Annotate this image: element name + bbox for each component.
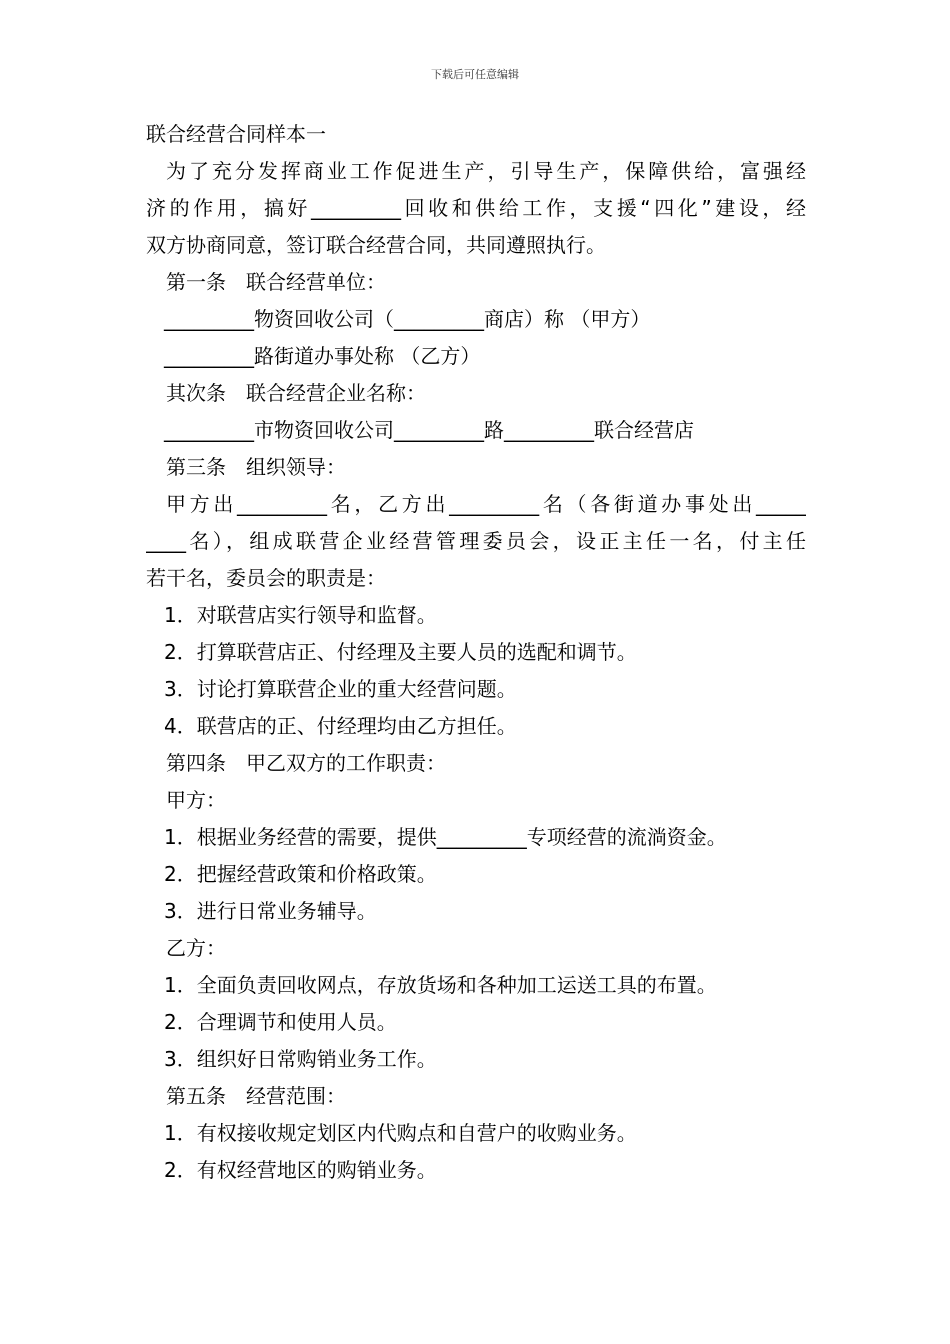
party-a-item-3: 3．进行日常业务辅导。: [164, 899, 377, 923]
party-b-item-3: 3．组织好日常购销业务工作。: [164, 1047, 437, 1071]
article-5-item-1: 1．有权接收规定划区内代购点和自营户的收购业务。: [164, 1121, 637, 1145]
preamble-line-1: 为了充分发挥商业工作促进生产，引导生产，保障供给，富强经: [166, 159, 806, 183]
article-3-line-3: 若干名，委员会的职责是：: [146, 566, 386, 590]
article-3-item-2: 2．打算联营店正、付经理及主要人员的选配和调节。: [164, 640, 637, 664]
preamble-line-2: 济的作用，搞好_________回收和供给工作，支援“四化”建设，经: [146, 196, 806, 220]
document-body: [146, 116, 806, 1189]
party-b-item-1: 1．全面负责回收网点，存放货场和各种加工运送工具的布置。: [164, 973, 717, 997]
article-3-line-1: 甲方出_________名，乙方出_________名（各街道办事处出_____: [166, 492, 806, 516]
party-a-item-2: 2．把握经营政策和价格政策。: [164, 862, 437, 886]
article-2-heading: 其次条 联合经营企业名称：: [166, 381, 426, 405]
party-b-item-2: 2．合理调节和使用人员。: [164, 1010, 397, 1034]
document-title: 联合经营合同样本一: [146, 122, 326, 146]
preamble-line-3: 双方协商同意，签订联合经营合同，共同遵照执行。: [146, 233, 606, 257]
download-note: 下载后可任意编辑: [431, 68, 519, 81]
article-1-party-b: _________路街道办事处称 （乙方）: [164, 344, 481, 368]
article-1-party-a: _________物资回收公司（_________商店）称 （甲方）: [164, 307, 651, 331]
article-4-heading: 第四条 甲乙双方的工作职责：: [166, 751, 446, 775]
article-3-item-1: 1．对联营店实行领导和监督。: [164, 603, 437, 627]
party-a-item-1: 1．根据业务经营的需要，提供_________专项经营的流淌资金。: [164, 825, 727, 849]
party-b-label: 乙方：: [166, 936, 226, 960]
article-1-heading: 第一条 联合经营单位：: [166, 270, 386, 294]
article-3-item-4: 4．联营店的正、付经理均由乙方担任。: [164, 714, 517, 738]
party-a-label: 甲方：: [166, 788, 226, 812]
article-3-line-2: ____名），组成联营企业经营管理委员会，设正主任一名，付主任: [146, 529, 806, 553]
article-5-item-2: 2．有权经营地区的购销业务。: [164, 1158, 437, 1182]
article-5-heading: 第五条 经营范围：: [166, 1084, 346, 1108]
article-3-item-3: 3．讨论打算联营企业的重大经营问题。: [164, 677, 517, 701]
article-3-heading: 第三条 组织领导：: [166, 455, 346, 479]
article-2-enterprise-name: _________市物资回收公司_________路_________联合经营店: [164, 418, 694, 442]
